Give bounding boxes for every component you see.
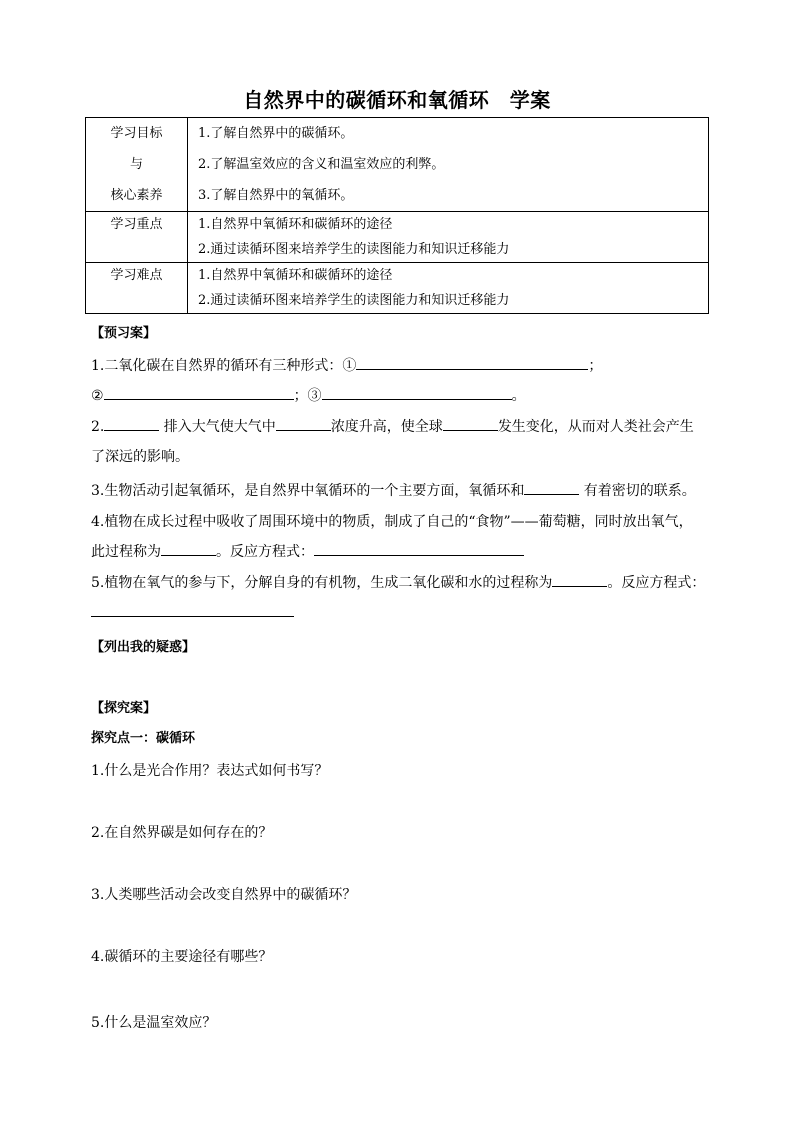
key-point-item: 2.通过读循环图来培养学生的读图能力和知识迁移能力 [198,242,510,257]
key-points-label-cell [86,212,188,263]
answer-blank[interactable] [443,416,498,431]
difficulties-content-cell [188,263,709,314]
goals-label-cell [86,118,188,212]
q1-end: ； [588,358,603,374]
explore-question: 3.人类哪些活动会改变自然界中的碳循环？ [91,887,357,903]
goal-item: 2.了解温室效应的含义和温室效应的利弊。 [198,157,445,172]
objectives-table [85,117,709,314]
q4-text-b: 。反应方程式： [216,544,314,560]
key-point-item: 1.自然界中氧循环和碳循环的途径 [198,217,393,232]
difficulty-item: 2.通过读循环图来培养学生的读图能力和知识迁移能力 [198,293,510,308]
q5-text-b: 。反应方程式： [607,575,706,591]
preview-heading: 【预习案】 [91,326,157,341]
answer-blank[interactable] [524,480,579,495]
q5-text-a: 5.植物在氧气的参与下，分解自身的有机物，生成二氧化碳和水的过程称为 [91,575,553,591]
answer-blank[interactable] [356,355,588,370]
goal-item: 3.了解自然界中的氧循环。 [198,188,354,203]
explore-question: 2.在自然界碳是如何存在的？ [91,825,273,841]
preview-q5-line1 [91,572,705,592]
answer-blank[interactable] [552,572,607,587]
answer-blank[interactable] [104,416,159,431]
answer-blank[interactable] [91,616,294,617]
goals-label-3: 核心素养 [110,188,163,203]
explore-question: 1.什么是光合作用？表达式如何书写？ [91,763,329,779]
preview-q1-line2 [91,385,526,405]
q4-text-a: 此过程称为 [91,544,161,560]
answer-blank[interactable] [161,541,216,556]
preview-q2-line2: 了深远的影响。 [91,449,189,465]
difficulties-label: 学习难点 [110,268,163,283]
q2-num: 2. [91,419,105,435]
goals-label-2: 与 [129,157,143,172]
table-row-goals [86,118,709,212]
doubts-heading: 【列出我的疑惑】 [91,640,196,655]
explore-heading: 【探究案】 [91,701,157,716]
q3-text-b: 有着密切的联系。 [579,483,696,499]
preview-q2-line1 [91,416,694,436]
preview-q1-line1 [91,355,602,375]
preview-q3 [91,480,696,500]
preview-q4-line1: 4.植物在成长过程中吸收了周围环境中的物质，制成了自己的“食物”——葡萄糖，同时放出氧气， [91,514,693,530]
page-title: 自然界中的碳循环和氧循环 学案 [243,88,551,112]
key-points-label: 学习重点 [110,217,163,232]
explore-question: 4.碳循环的主要途径有哪些？ [91,949,273,965]
q1-circle-3: ；③ [293,388,322,404]
goals-content-cell [188,118,709,212]
goal-item: 1.了解自然界中的碳循环。 [198,126,354,141]
q2-text-a: 排入大气使大气中 [159,419,276,435]
q1-period: 。 [511,388,526,404]
preview-q4-line2 [91,541,524,561]
answer-blank[interactable] [276,416,331,431]
q1-text: 1.二氧化碳在自然界的循环有三种形式：① [91,358,357,374]
answer-blank[interactable] [104,385,294,400]
table-row-key-points [86,212,709,263]
difficulties-label-cell [86,263,188,314]
q2-text-c: 发生变化，从而对人类社会产生 [497,419,694,435]
answer-blank[interactable] [314,541,524,556]
q2-text-b: 浓度升高，使全球 [330,419,443,435]
goals-label-1: 学习目标 [110,126,163,141]
q1-circle-2: ② [91,388,104,404]
difficulty-item: 1.自然界中氧循环和碳循环的途径 [198,268,393,283]
explore-point-1: 探究点一：碳循环 [91,731,196,746]
q3-text-a: 3.生物活动引起氧循环，是自然界中氧循环的一个主要方面，氧循环和 [91,483,525,499]
key-points-content-cell [188,212,709,263]
table-row-difficulties [86,263,709,314]
explore-question: 5.什么是温室效应？ [91,1015,217,1031]
answer-blank[interactable] [322,385,512,400]
